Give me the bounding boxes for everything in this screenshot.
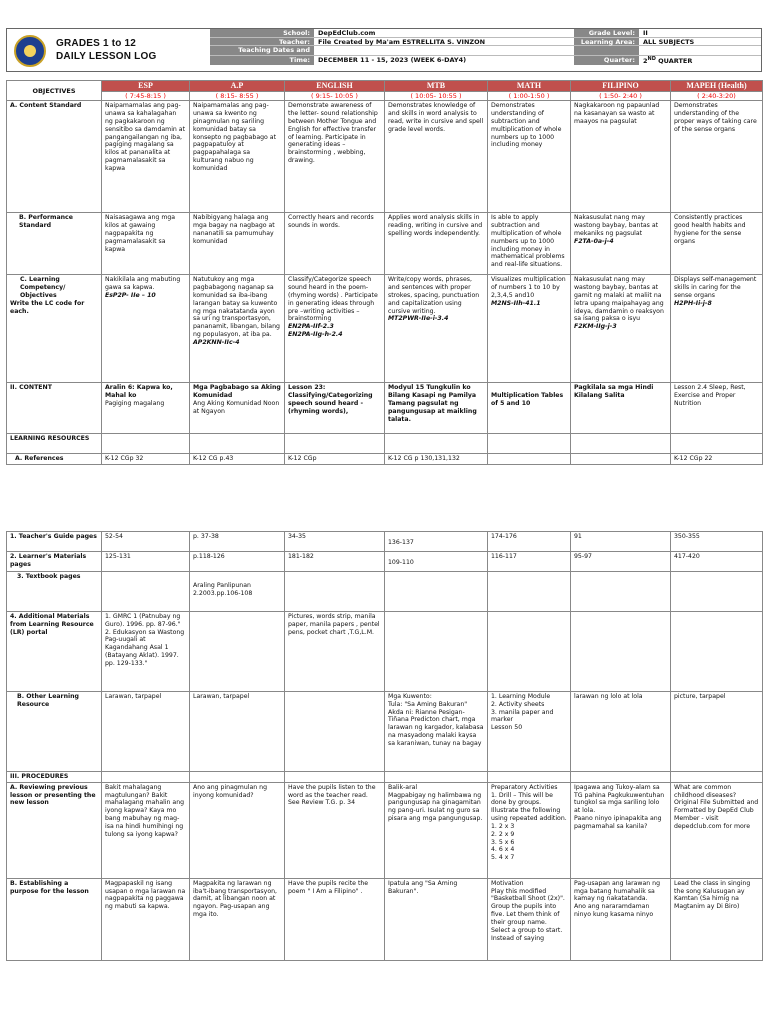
teacher-value: File Created by Ma'am ESTRELLITA S. VINZON — [318, 37, 486, 46]
row-performance-standard — [7, 213, 763, 275]
cell: Naipamamalas ang pag-unawa sa kahalagahan ng pagkakaroon ng sensitibo sa damdamin at pangangailangan ng iba, pagiging magalang sa kilos at pananalita at pagmamalasakit sa kapwa — [102, 101, 190, 213]
title-line2: DAILY LESSON LOG — [56, 51, 157, 62]
time-esp: ( 7:45-8:15 ) — [102, 92, 190, 101]
cell: p.118-126 — [190, 552, 285, 572]
cell: 109-110 — [385, 552, 488, 572]
cell: Pagkilala sa mga Hindi Kilalang Salita — [571, 383, 671, 434]
cell: Demonstrate awareness of the letter- sound relationship between Mother Tongue and English for effective transfer of learning. Participate in generating ideas – brainstorming , webbing, drawing. — [285, 101, 385, 213]
cell: Have the pupils listen to the word as the teacher read. See Review T.G. p. 34 — [285, 782, 385, 878]
cell: 95-97 — [571, 552, 671, 572]
row-label: 2. Learner's Materials pages — [7, 552, 102, 572]
lc-code: F2TA-0a-j-4 — [574, 237, 614, 245]
deped-seal-logo — [14, 35, 46, 67]
cell: K-12 CG p.43 — [190, 454, 285, 465]
cell: Lead the class in singing the song Kalusugan ay Kamtan (Sa himig na Magtanim ay Di Biro) — [671, 878, 763, 960]
cell: Aralin 6: Kapwa ko, Mahal ko Pagiging magalang — [102, 383, 190, 434]
cell — [488, 454, 571, 465]
cell: Lesson 2.4 Sleep, Rest, Exercise and Proper Nutrition — [671, 383, 763, 434]
lc-code: F2KM-IIg-j-3 — [574, 323, 617, 331]
col-mapeh: MAPEH (Health) — [671, 81, 763, 92]
col-esp: ESP — [102, 81, 190, 92]
cell: Mga Kuwento: Tula: "Sa Aming Bakuran" Akda ni: Rianne Pesigan-Tiñana Predicton chart, mga larawan ng kargador, kalabasa na masyadong malaki kaysa sa karaniwan, tunay na bagay — [385, 692, 488, 772]
time-math: ( 1:00-1:50 ) — [488, 92, 571, 101]
cell: Mga Pagbabago sa Aking Komunidad Ang Aking Komunidad Noon at Ngayon — [190, 383, 285, 434]
cell: Nakasusulat nang may wastong baybay, bantas at gamit ng malaki at maliit na letra upang maipahayag ang ideya, damdamin o reaksyon sa isang paksa o isyu F2KM-IIg-j-3 — [571, 275, 671, 383]
time-mapeh: ( 2:40-3:20) — [671, 92, 763, 101]
time-filipino: ( 1:50- 2:40 ) — [571, 92, 671, 101]
area-label: Learning Area: — [574, 38, 639, 46]
cell: 1. Learning Module 2. Activity sheets 3. manila paper and marker Lesson 50 — [488, 692, 571, 772]
cell: 181-182 — [285, 552, 385, 572]
time-english: ( 9:15- 10:05 ) — [285, 92, 385, 101]
cell: Lesson 23: Classifying/Categorizing speech sound heard -(rhyming words), — [285, 383, 385, 434]
row-establishing — [7, 878, 763, 960]
row-label: 3. Textbook pages — [7, 572, 102, 612]
row-label: 4. Additional Materials from Learning Resource (LR) portal — [7, 612, 102, 692]
lc-code: EsP2P- IIe – 10 — [105, 291, 156, 299]
cell: Larawan, tarpapel — [190, 692, 285, 772]
cell: K-12 CGp — [285, 454, 385, 465]
cell: Naipamamalas ang pag-unawa sa kwento ng pinagmulan ng sariling komunidad batay sa konsepto ng pagbabago at pagpapatuloy at pagpapahalaga sa kulturang nabuo ng komunidad — [190, 101, 285, 213]
school-value: DepEdClub.com — [318, 29, 376, 37]
cell: Magpapaskil ng isang usapan o mga larawan na nagpapakita ng paggawa ng mabuti sa kapwa. — [102, 878, 190, 960]
cell: K-12 CGp 32 — [102, 454, 190, 465]
header-meta — [210, 29, 761, 65]
cell: Nakasusulat nang may wastong baybay, bantas at mekaniks ng pagsulat F2TA-0a-j-4 — [571, 213, 671, 275]
lc-code: MT2PWR-IIe-i-3.4 — [388, 315, 449, 323]
cell: Motivation Play this modified "Basketball Shoot (2x)". Group the pupils into five. Let them think of their group name. Select a group to start. Instead of saying — [488, 878, 571, 960]
lesson-table-bottom — [6, 531, 763, 961]
cell: What are common childhood diseases? Original File Submitted and Formatted by DepEd Club Member - visit depedclub.com for more — [671, 782, 763, 878]
cell: Balik-aral Magpabigay ng halimbawa ng pangungusap na ginagamitan ng pang-uri. Isulat ng guro sa pisara ang mga pangungusap. — [385, 782, 488, 878]
teacher-label: Teacher: — [210, 38, 314, 46]
row-content — [7, 383, 763, 434]
cell: Nakikilala ang mabuting gawa sa kapwa. EsP2P- IIe – 10 — [102, 275, 190, 383]
row-procedures — [7, 772, 763, 783]
row-label: B. Establishing a purpose for the lesson — [7, 878, 102, 960]
cell: Write/copy words, phrases, and sentences with proper strokes, spacing, punctuation and capitalization using cursive writing. MT2PWR-IIe-i-3.4 — [385, 275, 488, 383]
row-label: A. Reviewing previous lesson or presenting the new lesson — [7, 782, 102, 878]
quarter-label: Quarter: — [574, 56, 639, 65]
cell: Ano ang pinagmulan ng inyong komunidad? — [190, 782, 285, 878]
cell: Nagkakaroon ng papaunlad na kasanayan sa wasto at maayos na pagsulat — [571, 101, 671, 213]
cell: Have the pupils recite the poem " I Am a Filipino" . — [285, 878, 385, 960]
cell: Ipagawa ang Tukoy-alam sa TG pahina Pagkukuwentuhan tungkol sa mga sariling lolo at lola. Paano ninyo ipinapakita ang pagmamahal sa kanila? — [571, 782, 671, 878]
school-label: School: — [210, 29, 314, 37]
cell: 417-420 — [671, 552, 763, 572]
cell: Araling Panlipunan 2.2003.pp.106-108 — [190, 572, 285, 612]
cell: Correctly hears and records sounds in words. — [285, 213, 385, 275]
cell: Visualizes multiplication of numbers 1 to 10 by 2,3,4,5 and10 M2NS-IIh-41.1 — [488, 275, 571, 383]
time-label: Time: — [210, 56, 314, 65]
lesson-log-top — [0, 80, 768, 465]
cell: Demonstrates understanding of the proper ways of taking care of the sense organs — [671, 101, 763, 213]
cell: Is able to apply subtraction and multiplication of whole numbers up to 1000 including money in mathematical problems and real-life situations. — [488, 213, 571, 275]
row-label: C. Learning Competency/ Objectives Write the LC code for each. — [7, 275, 102, 383]
row-label: III. PROCEDURES — [7, 772, 102, 783]
row-competency — [7, 275, 763, 383]
time-ap: ( 8:15- 8:55 ) — [190, 92, 285, 101]
cell: Applies word analysis skills in reading, writing in cursive and spelling words independently. — [385, 213, 488, 275]
cell: Magpakita ng larawan ng iba't-ibang transportasyon, damit, at libangan noon at ngayon. Pag-usapan ang mga ito. — [190, 878, 285, 960]
row-teachers-guide — [7, 532, 763, 552]
cell: picture, tarpapel — [671, 692, 763, 772]
cell: Demonstrates knowledge of and skills in word analysis to read, write in cursive and spell grade level words. — [385, 101, 488, 213]
cell: Displays self-management skills in caring for the sense organs H2PH-Ii-j-8 — [671, 275, 763, 383]
row-label: LEARNING RESOURCES — [7, 434, 102, 454]
row-label: A. Content Standard — [7, 101, 102, 213]
row-label: II. CONTENT — [7, 383, 102, 434]
cell: p. 37-38 — [190, 532, 285, 552]
cell: 125-131 — [102, 552, 190, 572]
cell: Natutukoy ang mga pagbabagong naganap sa komunidad sa iba-ibang larangan batay sa kuwento ng mga nakatatanda ayon sa uri ng transportasyon, pananamit, libangan, bilang ng populasyon, at iba pa. AP2KNN-IIc-4 — [190, 275, 285, 383]
cell: Ipatula ang "Sa Aming Bakuran". — [385, 878, 488, 960]
cell: Multiplication Tables of 5 and 10 — [488, 383, 571, 434]
cell: 136-137 — [385, 532, 488, 552]
cell: larawan ng lolo at lola — [571, 692, 671, 772]
cell: Bakit mahalagang magtulungan? Bakit mahalagang mahalin ang iyong kapwa? Kaya mo bang mabuhay ng mag-isa na hindi humihingi ng tulong sa iyong kapwa? — [102, 782, 190, 878]
row-reviewing — [7, 782, 763, 878]
cell: Pictures, words strip, manila paper, manila papers , pentel pens, pocket chart ,T.G,L.M. — [285, 612, 385, 692]
col-filipino: FILIPINO — [571, 81, 671, 92]
cell: Modyul 15 Tungkulin ko Bilang Kasapi ng Pamilya Tamang pagsulat ng pangungusap at maikling talata. — [385, 383, 488, 434]
cell: 174-176 — [488, 532, 571, 552]
cell: Nabibigyang halaga ang mga bagay na nagbago at nananatili sa pamumuhay komunidad — [190, 213, 285, 275]
cell: K-12 CGp 22 — [671, 454, 763, 465]
cell: 116-117 — [488, 552, 571, 572]
cell: K-12 CG p 130,131,132 — [385, 454, 488, 465]
lesson-log-bottom — [0, 531, 768, 961]
row-label: B. Other Learning Resource — [7, 692, 102, 772]
cell — [571, 454, 671, 465]
row-learners-materials — [7, 552, 763, 572]
area-value: ALL SUBJECTS — [643, 37, 695, 46]
cell: Larawan, tarpapel — [102, 692, 190, 772]
cell: 91 — [571, 532, 671, 552]
time-mtb: ( 10:05- 10:55 ) — [385, 92, 488, 101]
cell: Preparatory Activities 1. Drill – This will be done by groups. Illustrate the following using repeated addition. 1. 2 x 3 2. 2 x 9 3. 5 x 6 4. 6 x 4 5. 4 x 7 — [488, 782, 571, 878]
row-label: 1. Teacher's Guide pages — [7, 532, 102, 552]
document-title — [56, 37, 156, 63]
objectives-header: OBJECTIVES — [7, 81, 102, 101]
dates-label: Teaching Dates and — [210, 46, 314, 55]
dates-value: DECEMBER 11 - 15, 2023 (WEEK 6-DAY4) — [318, 56, 467, 65]
row-resources — [7, 434, 763, 454]
col-english: ENGLISH — [285, 81, 385, 92]
lc-code: H2PH-Ii-j-8 — [674, 299, 712, 307]
title-line1: GRADES 1 to 12 — [56, 38, 137, 49]
col-ap: A.P — [190, 81, 285, 92]
cell: 1. GMRC 1 (Patnubay ng Guro). 1996. pp. 87-96." 2. Edukasyon sa Wastong Pag-uugali at Kagandahang Asal 1 (Batayang Aklat). 1997. pp. 129-133." — [102, 612, 190, 692]
col-math: MATH — [488, 81, 571, 92]
cell: 350-355 — [671, 532, 763, 552]
lc-code: EN2PA-IIf-2.3 EN2PA-IIg-h-2.4 — [288, 323, 343, 338]
cell: Consistently practices good health habits and hygiene for the sense organs — [671, 213, 763, 275]
row-additional-materials — [7, 612, 763, 692]
row-content-standard — [7, 101, 763, 213]
row-label: A. References — [7, 454, 102, 465]
cell: Classify/Categorize speech sound heard in the poem- (rhyming words) . Participate in generating ideas through pre –writing activities – brainstorming EN2PA-IIf-2.3 EN2PA-IIg-h-2.4 — [285, 275, 385, 383]
cell: Pag-usapan ang larawan ng mga batang humahalik sa kamay ng nakatatanda. Ano ang nararamdaman ninyo kung kasama ninyo — [571, 878, 671, 960]
row-other-resources — [7, 692, 763, 772]
quarter-value: 2ND QUARTER — [643, 56, 693, 66]
lc-code: M2NS-IIh-41.1 — [491, 299, 541, 307]
grade-value: II — [643, 29, 648, 37]
cell: 34-35 — [285, 532, 385, 552]
lesson-table-top — [6, 80, 763, 465]
cell: 52-54 — [102, 532, 190, 552]
row-label: B. Performance Standard — [7, 213, 102, 275]
col-mtb: MTB — [385, 81, 488, 92]
cell: Naisasagawa ang mga kilos at gawaing nagpapakita ng pagmamalasakit sa kapwa — [102, 213, 190, 275]
row-textbook — [7, 572, 763, 612]
grade-label: Grade Level: — [574, 29, 639, 37]
cell: Demonstrates understanding of subtraction and multiplication of whole numbers up to 1000 including money — [488, 101, 571, 213]
lc-code: AP2KNN-IIc-4 — [193, 338, 240, 346]
row-references — [7, 454, 763, 465]
